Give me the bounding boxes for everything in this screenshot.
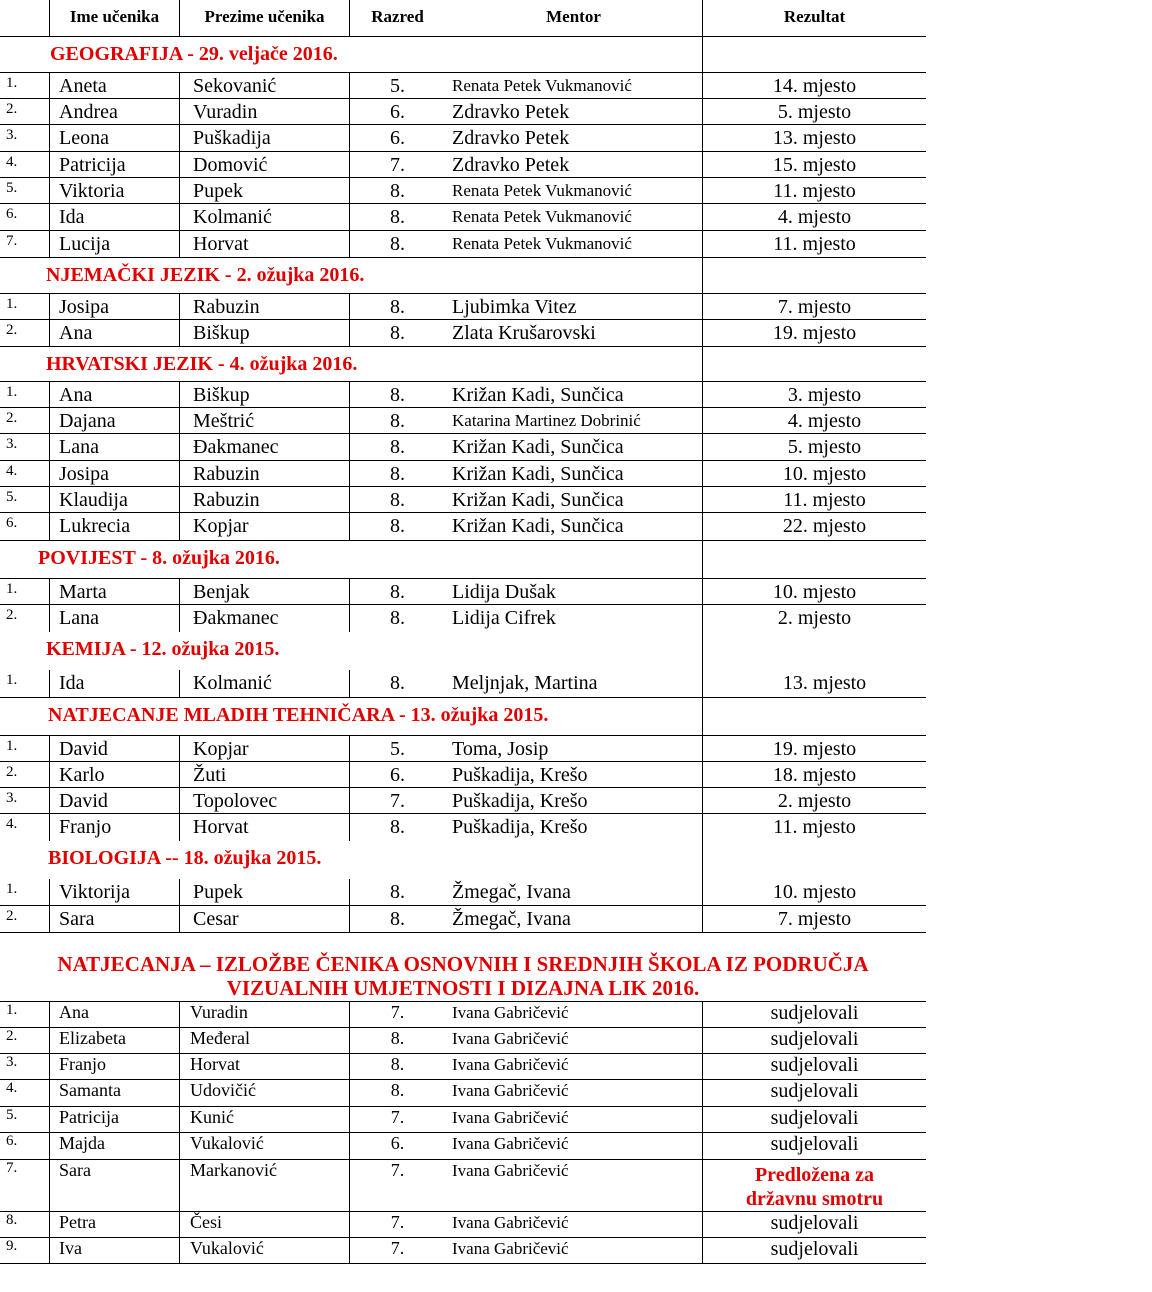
- result: 2. mjesto: [777, 790, 852, 812]
- table-row: [0, 178, 926, 204]
- row-number: 1.: [0, 579, 50, 604]
- table-row: [0, 1133, 926, 1160]
- row-number: 1.: [0, 382, 50, 407]
- result: 13. mjesto: [772, 127, 857, 149]
- result: 11. mjesto: [783, 489, 866, 511]
- student-grade: 8.: [390, 180, 405, 202]
- mentor-name: Zdravko Petek: [445, 99, 703, 124]
- mentor-name: Puškadija, Krešo: [445, 762, 703, 787]
- student-grade: 6.: [390, 1133, 405, 1153]
- student-last-name: Đakmanec: [180, 605, 350, 632]
- student-last-name: Pupek: [180, 178, 350, 203]
- student-first-name: Karlo: [50, 762, 180, 787]
- table-row: [0, 152, 926, 178]
- result: sudjelovali: [770, 1238, 859, 1260]
- mentor-name: Renata Petek Vukmanović: [445, 178, 703, 203]
- student-first-name: Sara: [50, 906, 180, 932]
- row-number: 2.: [0, 408, 50, 433]
- row-number: 5.: [0, 178, 50, 203]
- mentor-name: Toma, Josip: [445, 736, 703, 761]
- section-header-row: [0, 37, 926, 73]
- mentor-name: Križan Kadi, Sunčica: [445, 487, 703, 512]
- student-last-name: Međeral: [180, 1028, 350, 1053]
- mentor-name: Puškadija, Krešo: [445, 788, 703, 813]
- student-last-name: Horvat: [180, 814, 350, 841]
- table-row: [0, 788, 926, 814]
- student-grade: 8.: [390, 384, 405, 406]
- student-last-name: Horvat: [180, 231, 350, 257]
- section-title: GEOGRAFIJA - 29. veljače 2016.: [50, 43, 338, 65]
- table-row: [0, 204, 926, 231]
- table-row: [0, 125, 926, 152]
- result: 4. mjesto: [787, 410, 862, 432]
- student-grade: 8.: [390, 581, 405, 603]
- student-last-name: Horvat: [180, 1054, 350, 1079]
- section-header-row: [0, 841, 926, 879]
- row-number: 2.: [0, 605, 50, 632]
- table-row: [0, 906, 926, 933]
- student-first-name: Majda: [50, 1133, 180, 1159]
- result: 19. mjesto: [772, 738, 857, 760]
- mentor-name: Ljubimka Vitez: [445, 294, 703, 319]
- mentor-name: Žmegač, Ivana: [445, 906, 703, 932]
- result: 11. mjesto: [773, 816, 856, 838]
- mentor-name: Križan Kadi, Sunčica: [445, 382, 703, 407]
- result: sudjelovali: [770, 1002, 859, 1024]
- mentor-name: Renata Petek Vukmanović: [445, 204, 703, 230]
- student-first-name: Viktoria: [50, 178, 180, 203]
- student-last-name: Česi: [180, 1212, 350, 1237]
- result-highlight: Predložena za državnu smotru: [745, 1164, 884, 1210]
- student-first-name: Dajana: [50, 408, 180, 433]
- student-last-name: Rabuzin: [180, 487, 350, 512]
- row-number: 6.: [0, 513, 50, 540]
- student-first-name: Ana: [50, 320, 180, 346]
- table-header: [0, 0, 926, 37]
- student-grade: 8.: [390, 1028, 405, 1048]
- section-header-row: [0, 258, 926, 294]
- student-first-name: Elizabeta: [50, 1028, 180, 1053]
- row-number: 2.: [0, 320, 50, 346]
- student-grade: 8.: [390, 206, 405, 228]
- student-last-name: Vukalović: [180, 1238, 350, 1263]
- row-number: 2.: [0, 762, 50, 787]
- student-first-name: Klaudija: [50, 487, 180, 512]
- student-last-name: Biškup: [180, 320, 350, 346]
- student-first-name: Petra: [50, 1212, 180, 1237]
- result: 11. mjesto: [773, 180, 856, 202]
- result: 11. mjesto: [773, 233, 856, 255]
- result: 4. mjesto: [777, 206, 852, 228]
- mentor-name: Ivana Gabričević: [445, 1080, 703, 1106]
- table-row: [0, 879, 926, 906]
- student-first-name: Andrea: [50, 99, 180, 124]
- student-grade: 8.: [390, 607, 405, 629]
- student-first-name: Ida: [50, 670, 180, 697]
- table-row: [0, 670, 926, 698]
- student-first-name: Ana: [50, 1002, 180, 1027]
- student-first-name: Leona: [50, 125, 180, 151]
- student-grade: 8.: [390, 881, 405, 903]
- row-number: 4.: [0, 814, 50, 841]
- row-number: 1.: [0, 736, 50, 761]
- table-row: [0, 1212, 926, 1238]
- result: 7. mjesto: [777, 908, 852, 930]
- student-last-name: Kopjar: [180, 513, 350, 540]
- student-first-name: Iva: [50, 1238, 180, 1263]
- result: 2. mjesto: [777, 607, 852, 629]
- result: 10. mjesto: [782, 463, 867, 485]
- student-first-name: David: [50, 736, 180, 761]
- result: 15. mjesto: [772, 154, 857, 176]
- section-title: NATJECANJE MLADIH TEHNIČARA - 13. ožujka 2015.: [48, 704, 549, 726]
- row-number: 6.: [0, 1133, 50, 1159]
- row-number: 9.: [0, 1238, 50, 1263]
- row-number: 1.: [0, 294, 50, 319]
- table-row: [0, 434, 926, 461]
- row-number: 1.: [0, 73, 50, 98]
- mentor-name: Ivana Gabričević: [445, 1107, 703, 1132]
- row-number: 3.: [0, 434, 50, 460]
- student-grade: 8.: [390, 463, 405, 485]
- mentor-name: Puškadija, Krešo: [445, 814, 703, 841]
- table-row: [0, 736, 926, 762]
- student-first-name: Josipa: [50, 294, 180, 319]
- row-number: 1.: [0, 670, 50, 697]
- student-grade: 8.: [390, 410, 405, 432]
- header-number-cell: [0, 0, 50, 36]
- student-last-name: Kunić: [180, 1107, 350, 1132]
- student-last-name: Đakmanec: [180, 434, 350, 460]
- student-first-name: Viktorija: [50, 879, 180, 905]
- student-last-name: Cesar: [180, 906, 350, 932]
- student-first-name: David: [50, 788, 180, 813]
- student-grade: 8.: [390, 816, 405, 838]
- mentor-name: Katarina Martinez Dobrinić: [445, 408, 703, 433]
- result: sudjelovali: [770, 1133, 859, 1155]
- row-number: 4.: [0, 152, 50, 177]
- table-row: [0, 231, 926, 258]
- section-header-row: [0, 632, 926, 670]
- student-first-name: Ida: [50, 204, 180, 230]
- header-razred: Razred: [371, 7, 424, 26]
- row-number: 3.: [0, 788, 50, 813]
- row-number: 1.: [0, 879, 50, 905]
- table-row: [0, 294, 926, 320]
- result: sudjelovali: [770, 1212, 859, 1234]
- student-grade: 6.: [390, 127, 405, 149]
- header-rezultat: Rezultat: [783, 7, 846, 26]
- student-last-name: Markanović: [180, 1160, 350, 1211]
- mentor-name: Zdravko Petek: [445, 125, 703, 151]
- table-row: [0, 320, 926, 347]
- student-grade: 8.: [390, 515, 405, 537]
- student-first-name: Lana: [50, 605, 180, 632]
- row-number: 4.: [0, 1080, 50, 1106]
- table-row: [0, 408, 926, 434]
- table-row: [0, 99, 926, 125]
- table-row: [0, 605, 926, 632]
- result: 19. mjesto: [772, 322, 857, 344]
- student-grade: 8.: [390, 322, 405, 344]
- student-first-name: Patricija: [50, 152, 180, 177]
- table-row: [0, 1238, 926, 1264]
- mentor-name: Ivana Gabričević: [445, 1212, 703, 1237]
- header-ime: Ime učenika: [50, 0, 180, 36]
- row-number: 5.: [0, 487, 50, 512]
- result: 22. mjesto: [782, 515, 867, 537]
- student-grade: 5.: [390, 738, 405, 760]
- student-last-name: Meštrić: [180, 408, 350, 433]
- student-first-name: Lucija: [50, 231, 180, 257]
- student-last-name: Biškup: [180, 382, 350, 407]
- student-first-name: Franjo: [50, 814, 180, 841]
- row-number: 3.: [0, 1054, 50, 1079]
- student-last-name: Žuti: [180, 762, 350, 787]
- row-number: 1.: [0, 1002, 50, 1027]
- student-grade: 8.: [390, 908, 405, 930]
- table-row: [0, 487, 926, 513]
- mentor-name: Zlata Krušarovski: [445, 320, 703, 346]
- table-row: [0, 513, 926, 541]
- result: 5. mjesto: [787, 436, 862, 458]
- header-prezime: Prezime učenika: [180, 0, 350, 36]
- student-grade: 8.: [390, 1080, 405, 1100]
- row-number: 2.: [0, 1028, 50, 1053]
- student-grade: 8.: [390, 489, 405, 511]
- student-grade: 6.: [390, 764, 405, 786]
- student-grade: 7.: [390, 1238, 405, 1258]
- student-grade: 7.: [390, 1002, 405, 1022]
- result: 10. mjesto: [772, 881, 857, 903]
- mentor-name: Križan Kadi, Sunčica: [445, 461, 703, 486]
- section-title: KEMIJA - 12. ožujka 2015.: [46, 638, 280, 660]
- result: 3. mjesto: [787, 384, 862, 406]
- mentor-name: Ivana Gabričević: [445, 1133, 703, 1159]
- table-row: [0, 73, 926, 99]
- student-last-name: Kopjar: [180, 736, 350, 761]
- row-number: 6.: [0, 204, 50, 230]
- mentor-name: Žmegač, Ivana: [445, 879, 703, 905]
- mentor-name: Renata Petek Vukmanović: [445, 231, 703, 257]
- mentor-name: Ivana Gabričević: [445, 1002, 703, 1027]
- student-last-name: Rabuzin: [180, 461, 350, 486]
- mentor-name: Ivana Gabričević: [445, 1238, 703, 1263]
- table-row: [0, 579, 926, 605]
- student-last-name: Puškadija: [180, 125, 350, 151]
- student-grade: 7.: [390, 790, 405, 812]
- mentor-name: Križan Kadi, Sunčica: [445, 513, 703, 540]
- student-grade: 6.: [390, 101, 405, 123]
- student-last-name: Vuradin: [180, 99, 350, 124]
- student-first-name: Samanta: [50, 1080, 180, 1106]
- section-title: BIOLOGIJA -- 18. ožujka 2015.: [48, 847, 322, 869]
- student-grade: 5.: [390, 75, 405, 97]
- student-last-name: Kolmanić: [180, 670, 350, 697]
- row-number: 7.: [0, 231, 50, 257]
- mentor-name: Renata Petek Vukmanović: [445, 73, 703, 98]
- student-grade: 8.: [390, 672, 405, 694]
- student-first-name: Ana: [50, 382, 180, 407]
- student-first-name: Marta: [50, 579, 180, 604]
- student-last-name: Domović: [180, 152, 350, 177]
- student-grade: 8.: [390, 296, 405, 318]
- student-first-name: Aneta: [50, 73, 180, 98]
- row-number: 2.: [0, 906, 50, 932]
- mentor-name: Križan Kadi, Sunčica: [445, 434, 703, 460]
- row-number: 3.: [0, 125, 50, 151]
- section-title: NJEMAČKI JEZIK - 2. ožujka 2016.: [46, 264, 365, 286]
- table-row: [0, 382, 926, 408]
- mentor-name: Ivana Gabričević: [445, 1054, 703, 1079]
- result: 14. mjesto: [772, 75, 857, 97]
- header-mentor: Mentor: [445, 0, 703, 36]
- lik-title-line-1: NATJECANJA – IZLOŽBE ČENIKA OSNOVNIH I SREDNJIH ŠKOLA IZ PODRUČJA: [57, 952, 869, 976]
- student-grade: 7.: [390, 154, 405, 176]
- table-row: [0, 762, 926, 788]
- student-last-name: Vuradin: [180, 1002, 350, 1027]
- row-number: 8.: [0, 1212, 50, 1237]
- result: 18. mjesto: [772, 764, 857, 786]
- result: 7. mjesto: [777, 296, 852, 318]
- student-last-name: Pupek: [180, 879, 350, 905]
- mentor-name: Ivana Gabričević: [445, 1028, 703, 1053]
- mentor-name: Ivana Gabričević: [445, 1160, 703, 1211]
- table-row: [0, 1002, 926, 1028]
- student-grade: 8.: [390, 1054, 405, 1074]
- result: sudjelovali: [770, 1054, 859, 1076]
- row-number: 2.: [0, 99, 50, 124]
- student-grade: 8.: [390, 233, 405, 255]
- student-last-name: Topolovec: [180, 788, 350, 813]
- section-header-row: [0, 541, 926, 579]
- student-last-name: Rabuzin: [180, 294, 350, 319]
- mentor-name: Lidija Dušak: [445, 579, 703, 604]
- student-first-name: Franjo: [50, 1054, 180, 1079]
- table-row: [0, 814, 926, 841]
- result: sudjelovali: [770, 1028, 859, 1050]
- result: 13. mjesto: [782, 672, 867, 694]
- student-last-name: Vukalović: [180, 1133, 350, 1159]
- row-number: 4.: [0, 461, 50, 486]
- section-header-row: [0, 347, 926, 382]
- table-row: [0, 1107, 926, 1133]
- student-last-name: Sekovanić: [180, 73, 350, 98]
- table-row: [0, 1160, 926, 1212]
- student-first-name: Sara: [50, 1160, 180, 1211]
- student-first-name: Lana: [50, 434, 180, 460]
- result: 5. mjesto: [777, 101, 852, 123]
- mentor-name: Meljnjak, Martina: [445, 670, 703, 697]
- table-row: [0, 461, 926, 487]
- result: sudjelovali: [770, 1107, 859, 1129]
- student-first-name: Josipa: [50, 461, 180, 486]
- student-first-name: Patricija: [50, 1107, 180, 1132]
- table-row: [0, 1080, 926, 1107]
- result: sudjelovali: [770, 1080, 859, 1102]
- student-last-name: Kolmanić: [180, 204, 350, 230]
- student-grade: 7.: [390, 1107, 405, 1127]
- table-row: [0, 1054, 926, 1080]
- section-header-row: [0, 698, 926, 736]
- section-title: HRVATSKI JEZIK - 4. ožujka 2016.: [46, 353, 358, 375]
- student-grade: 8.: [390, 436, 405, 458]
- mentor-name: Lidija Cifrek: [445, 605, 703, 632]
- section-title: POVIJEST - 8. ožujka 2016.: [38, 547, 280, 569]
- row-number: 7.: [0, 1160, 50, 1211]
- row-number: 5.: [0, 1107, 50, 1132]
- student-last-name: Udovičić: [180, 1080, 350, 1106]
- mentor-name: Zdravko Petek: [445, 152, 703, 177]
- student-grade: 7.: [390, 1212, 405, 1232]
- student-grade: 7.: [390, 1160, 405, 1180]
- result: 10. mjesto: [772, 581, 857, 603]
- table-row: [0, 1028, 926, 1054]
- student-first-name: Lukrecia: [50, 513, 180, 540]
- lik-title-line-2: VIZUALNIH UMJETNOSTI I DIZAJNA LIK 2016.: [226, 976, 700, 1000]
- student-last-name: Benjak: [180, 579, 350, 604]
